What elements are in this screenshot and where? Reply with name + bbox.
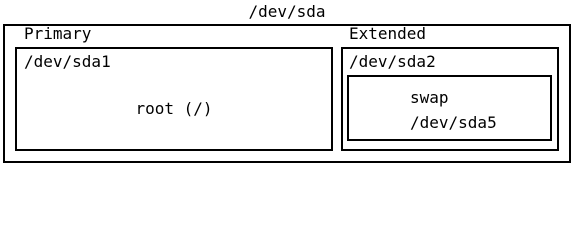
extended-partition-name: /dev/sda2 [349, 52, 436, 71]
extended-heading: Extended [349, 24, 427, 43]
primary-partition-content: root (/) [135, 99, 213, 118]
primary-partition-name: /dev/sda1 [24, 52, 111, 71]
logical-partition-type: swap [410, 88, 449, 107]
disk-title: /dev/sda [248, 2, 326, 21]
logical-partition-name: /dev/sda5 [410, 113, 497, 132]
primary-heading: Primary [24, 24, 92, 43]
